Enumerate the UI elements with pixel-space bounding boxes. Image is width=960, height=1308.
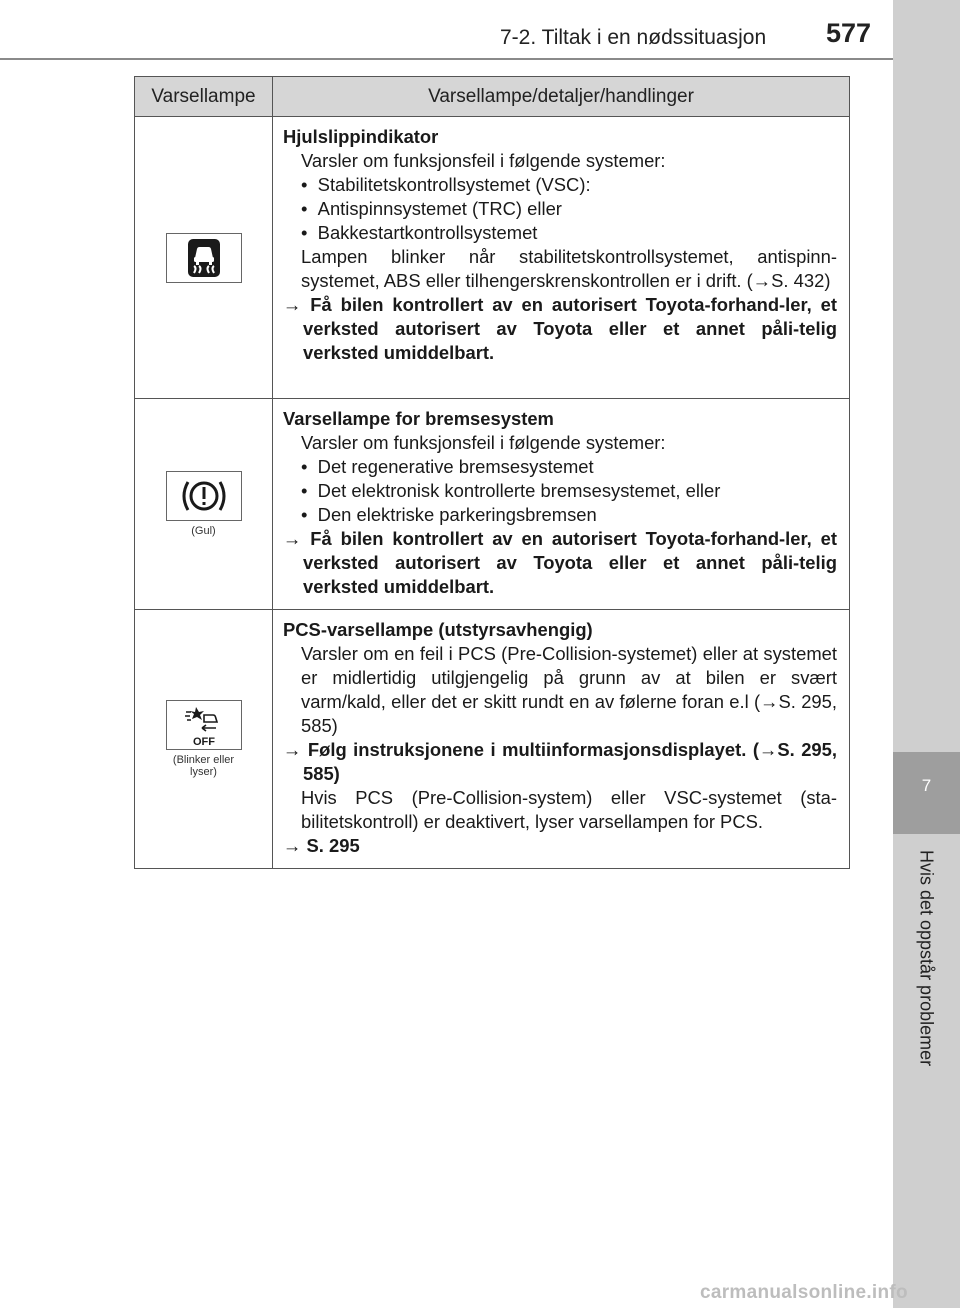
bullet-item: • Det regenerative bremsesystemet (301, 456, 594, 477)
bullet-item: • Den elektriske parkeringsbremsen (301, 504, 597, 525)
bullet-text: Bakkestartkontrollsystemet (317, 222, 538, 243)
icon-frame (166, 233, 242, 283)
brake-warning-icon (177, 476, 231, 516)
bullet-item: • Antispinnsystemet (TRC) eller (301, 198, 562, 219)
icon-cell (135, 610, 273, 869)
bullet-text: Antispinnsystemet (TRC) eller (317, 198, 562, 219)
details-cell (273, 610, 850, 869)
header-rule (0, 58, 893, 60)
icon-frame (166, 700, 242, 750)
warning-light-table (134, 76, 850, 869)
icon-cell (135, 117, 273, 399)
entry-intro: Varsler om en feil i PCS (Pre-Collision-systemet) eller at systemet er midlertidig utilgjengelig på grunn av at bilen er svært varm/kald, eller det er skitt rundt en av følerne foran e.l (→S. 295, 585) (301, 643, 837, 736)
column-header-lamp: Varsellampe (135, 77, 273, 117)
details-cell (273, 399, 850, 610)
icon-caption: (Blinker eller lyser) (172, 754, 235, 778)
table-row (135, 610, 850, 869)
entry-title: Varsellampe for bremsesystem (283, 408, 554, 429)
header-title: 7-2. Tiltak i en nødssituasjon (500, 26, 767, 49)
icon-cell (135, 399, 273, 610)
entry-action: → Følg instruksjonene i multiinformasjonsdisplayet. (→S. 295, 585) (283, 739, 837, 784)
table-header-row (135, 77, 850, 117)
bullet-text: Den elektriske parkeringsbremsen (317, 504, 597, 525)
page-number: 577 (826, 18, 872, 48)
side-tab (893, 0, 960, 1308)
entry-intro: Varsler om funksjonsfeil i følgende systemer: (301, 150, 666, 171)
table-row (135, 117, 850, 399)
bullet-item: • Bakkestartkontrollsystemet (301, 222, 538, 243)
watermark: carmanualsonline.info (700, 1282, 908, 1303)
entry-action: → Få bilen kontrollert av en autorisert Toyota-forhand-ler, et verksted autorisert av Toyota eller et annet påli-telig verksted umiddelbart. (283, 528, 837, 597)
slip-indicator-icon (186, 238, 222, 278)
side-tab-chapter-label: Hvis det oppstår problemer (916, 850, 937, 1067)
side-tab-chapter-number: 7 (893, 752, 960, 834)
icon-frame (166, 471, 242, 521)
table-row (135, 399, 850, 610)
bullet-text: Det elektronisk kontrollerte bremsesystemet, eller (317, 480, 721, 501)
icon-caption: (Gul) (191, 525, 216, 537)
entry-intro: Varsler om funksjonsfeil i følgende systemer: (301, 432, 666, 453)
entry-title: Hjulslippindikator (283, 126, 439, 147)
bullet-item: • Det elektronisk kontrollerte bremsesystemet, eller (301, 480, 721, 501)
entry-action: → S. 295 (283, 835, 360, 856)
bullet-text: Det regenerative bremsesystemet (317, 456, 594, 477)
pcs-off-icon (182, 703, 226, 747)
bullet-text: Stabilitetskontrollsystemet (VSC): (317, 174, 591, 195)
column-header-details: Varsellampe/detaljer/handlinger (273, 77, 850, 117)
entry-note: Lampen blinker når stabilitetskontrollsystemet, antispinn-systemet, ABS eller tilhengerskrenskontrollen er i drift. (→S. 432) (301, 246, 837, 291)
bullet-item: • Stabilitetskontrollsystemet (VSC): (301, 174, 591, 195)
entry-note: Hvis PCS (Pre-Collision-system) eller VSC-systemet (sta-bilitetskontroll) er deaktivert, lyser varsellampen for PCS. (301, 787, 837, 832)
pcs-off-text: OFF (192, 736, 215, 747)
entry-action: → Få bilen kontrollert av en autorisert Toyota-forhand-ler, et verksted autorisert av Toyota eller et annet påli-telig verksted umiddelbart. (283, 294, 837, 363)
details-cell (273, 117, 850, 399)
entry-title: PCS-varsellampe (utstyrsavhengig) (283, 619, 593, 640)
